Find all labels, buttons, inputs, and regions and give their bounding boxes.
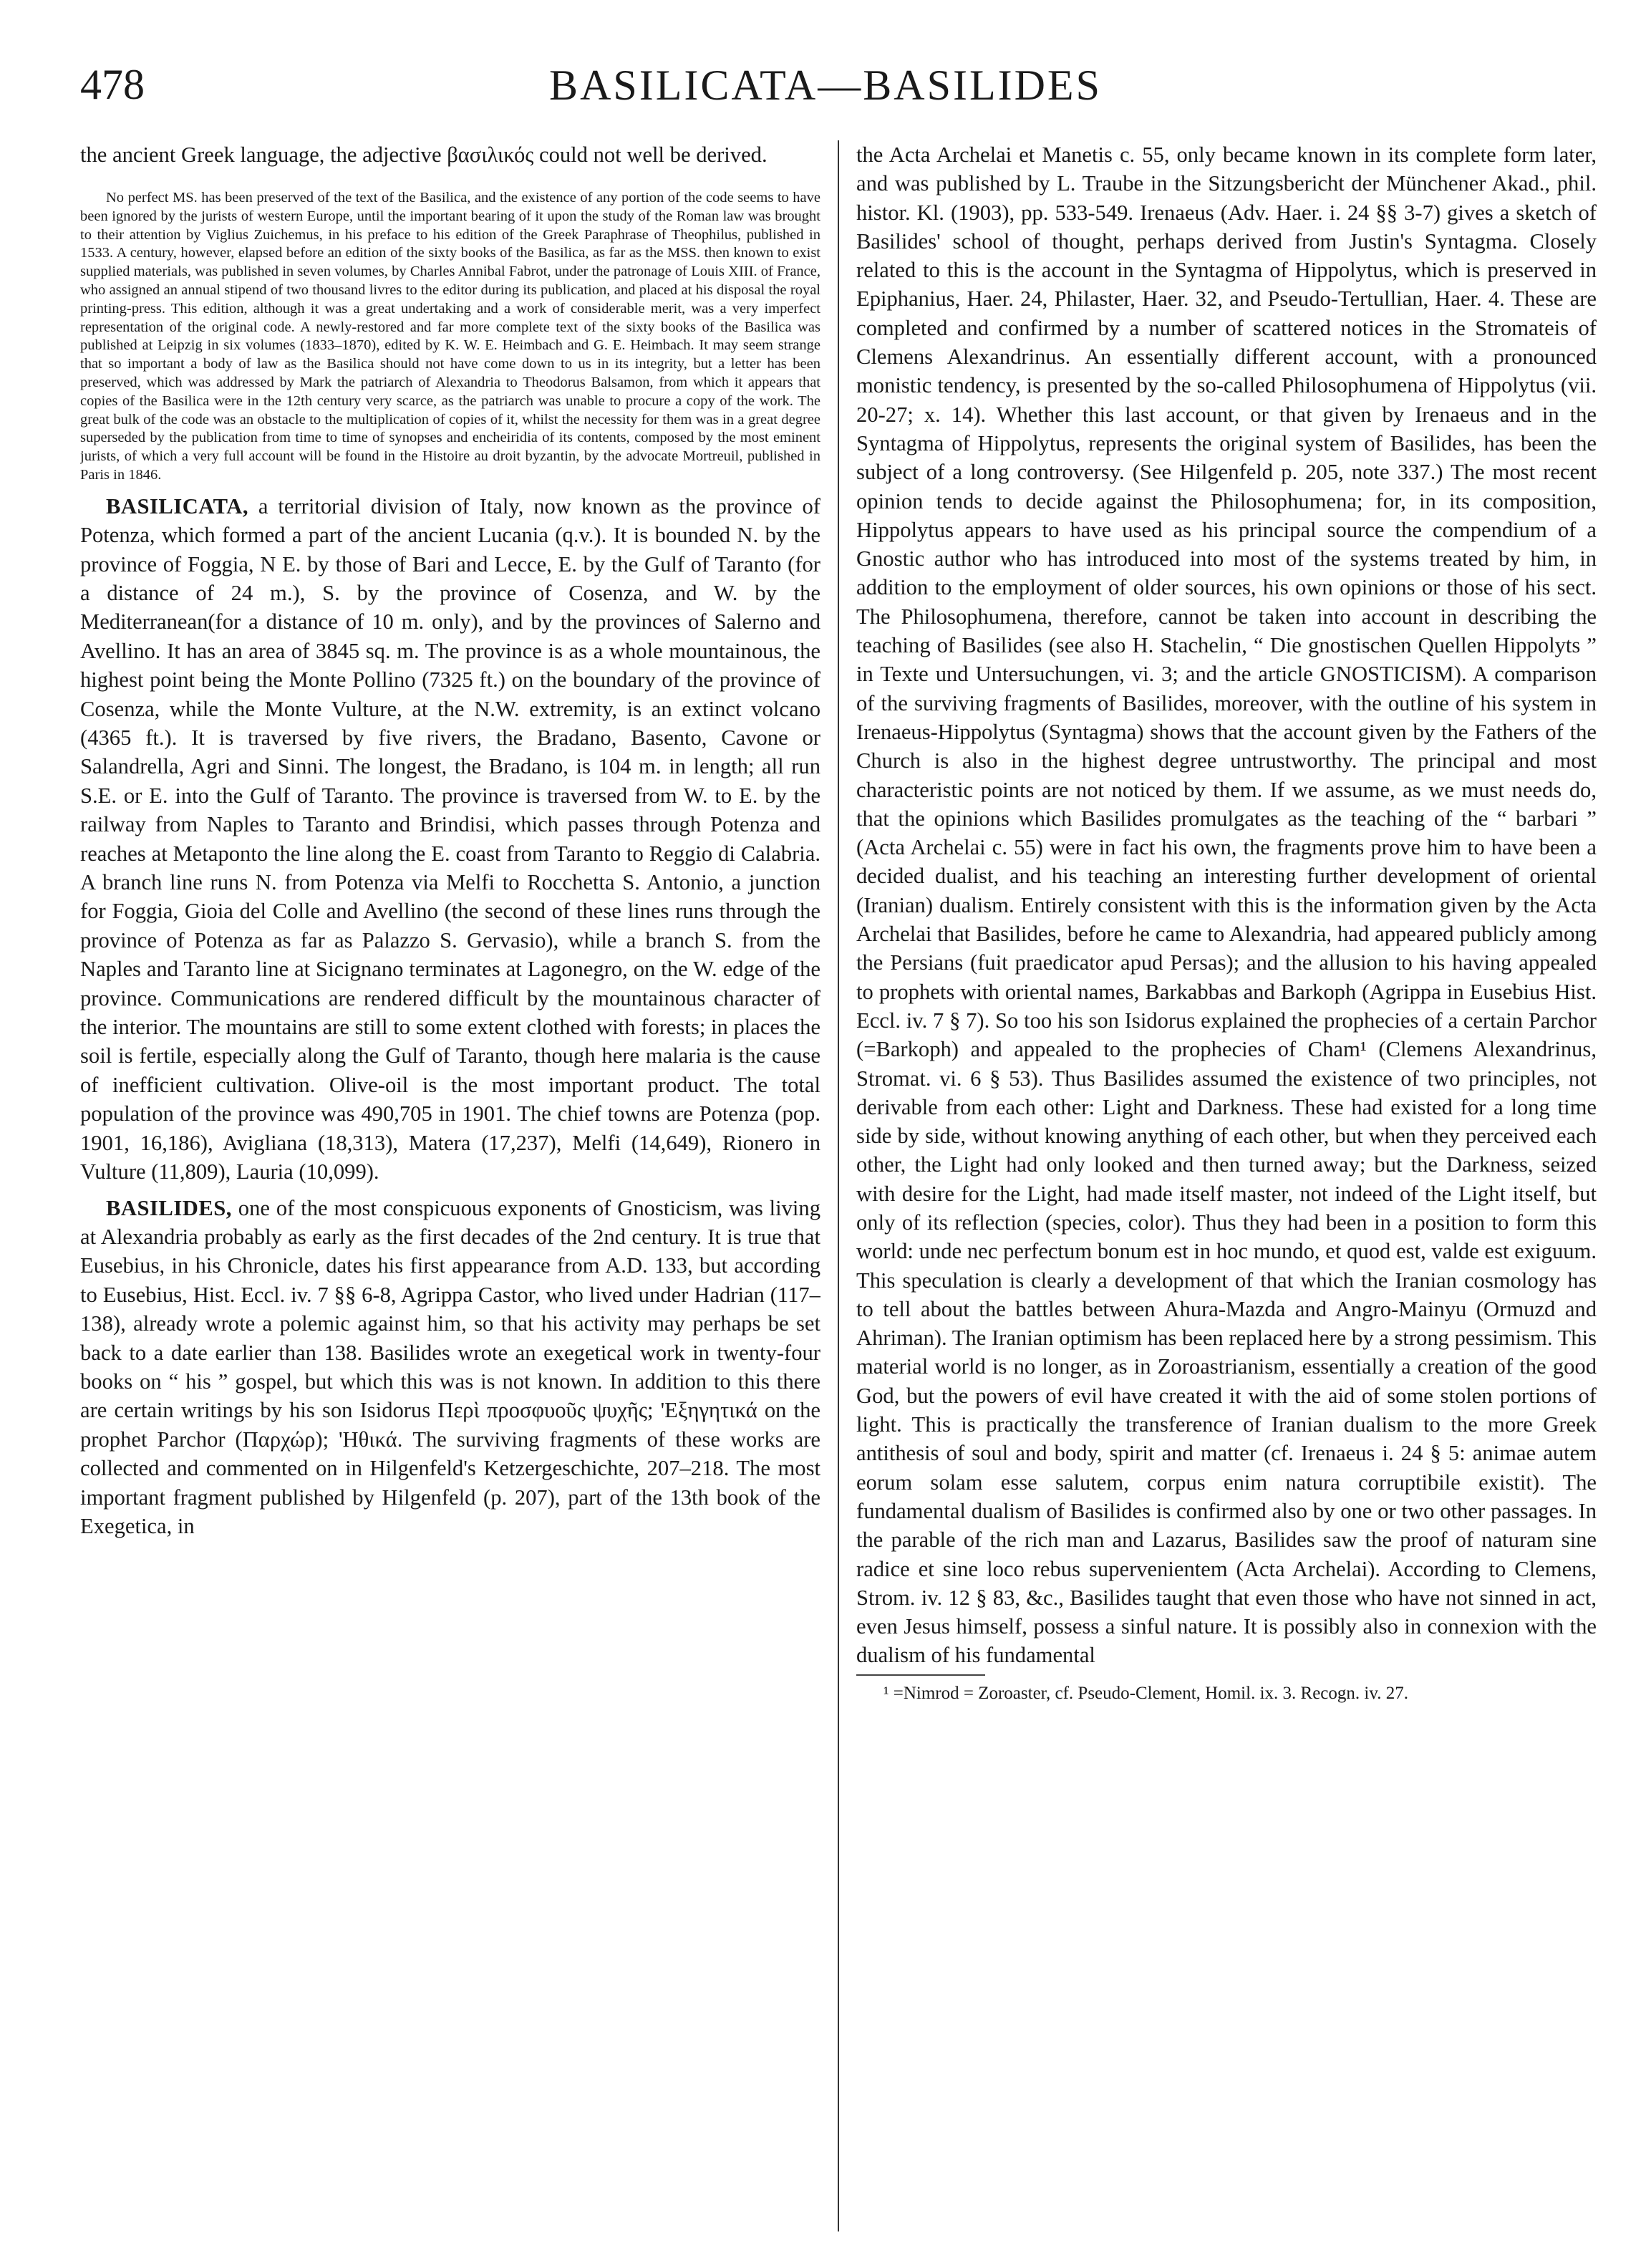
right-column [856, 140, 1597, 2239]
basilicata-headword: BASILICATA, [106, 493, 249, 518]
basilicata-article [80, 492, 820, 1187]
basilica-continuation: the ancient Greek language, the adjective βασιλικός could not well be derived. [80, 143, 768, 167]
footnote: ¹ =Nimrod = Zoroaster, cf. Pseudo-Clement, Homil. ix. 3. Recogn. iv. 27. [883, 1683, 1408, 1703]
page-number: 478 [80, 61, 145, 108]
basilides-headword: BASILIDES, [106, 1195, 232, 1220]
column-divider [838, 140, 839, 2231]
basilides-body: one of the most conspicuous exponents of Gnosticism, was living at Alexandria probably as early as the first decades of the 2nd century. It is true that Eusebius, in his Chronicle, dates his first appearance from A.D. 133, but according to Eusebius, Hist. Eccl. iv. 7 §§ 6-8, Agrippa Castor, who lived under Hadrian (117–138), already wrote a polemic against him, so that his activity may perhaps be set back to a date earlier than 138. Basilides wrote an exegetical work in twenty-four books on “ his ” gospel, but which this was is not known. In addition to this there are certain writings by his son Isidorus Περὶ προσφυοῦς ψυχῆς; 'Εξηγητικά on the prophet Parchor (Παρχώρ); 'Ηθικά. The surviving fragments of these works are collected and commented on in Hilgenfeld's Ketzergeschichte, 207–218. The most important fragment published by Hilgenfeld (p. 207), part of the 13th book of the Exegetica, in [80, 1195, 820, 1538]
basilicata-body: a territorial division of Italy, now known as the province of Potenza, which formed a part of the ancient Lucania (q.v.). It is bounded N. by the province of Foggia, N E. by those of Bari and Lecce, E. by the Gulf of Taranto (for a distance of 24 m.), S. by the province of Cosenza, and W. by the Mediterranean(for a distance of 10 m. only), and by the provinces of Salerno and Avellino. It has an area of 3845 sq. m. The province is as a whole mountainous, the highest point being the Monte Pollino (7325 ft.) on the boundary of the province of Cosenza, while the Monte Vulture, at the N.W. extremity, is an extinct volcano (4365 ft.). It is traversed by five rivers, the Bradano, Basento, Cavone or Salandrella, Agri and Sinni. The longest, the Bradano, is 104 m. in length; all run S.E. or E. into the Gulf of Taranto. The province is traversed from W. to E. by the railway from Naples to Taranto and Brindisi, which passes through Potenza and reaches at Metaponto the line along the E. coast from Taranto to Reggio di Calabria. A branch line runs N. from Potenza via Melfi to Rocchetta S. Antonio, a junction for Foggia, Gioia del Colle and Avellino (the second of these lines runs through the province of Potenza as far as Palazzo S. Gervasio), while a branch S. from the Naples and Taranto line at Sicignano terminates at Lagonegro, on the W. edge of the province. Communications are rendered difficult by the mountainous character of the interior. The mountains are still to some extent clothed with forests; in places the soil is fertile, especially along the Gulf of Taranto, though here malaria is the cause of inefficient cultivation. Olive-oil is the most important product. The total population of the province was 490,705 in 1901. The chief towns are Potenza (pop. 1901, 16,186), Avigliana (18,313), Matera (17,237), Melfi (14,649), Rionero in Vulture (11,809), Lauria (10,099). [80, 493, 820, 1184]
basilides-article [80, 1194, 820, 1541]
basilica-small-print-note: No perfect MS. has been preserved of the text of the Basilica, and the existence of any portion of the code seems to have been ignored by the jurists of western Europe, until the important bearing of it upon the study of the Roman law was brought to their attention by Viglius Zuichemus, in his preface to his edition of the Greek Paraphrase of Theophilus, published in 1533. A century, however, elapsed before an edition of the sixty books of the Basilica, as far as the MSS. then known to exist supplied materials, was published in seven volumes, by Charles Annibal Fabrot, under the patronage of Louis XIII. of France, who assigned an annual stipend of two thousand livres to the editor during its publication, and placed at his disposal the royal printing-press. This edition, although it was a great undertaking and a work of considerable merit, was a very imperfect representation of the original code. A newly-restored and far more complete text of the sixty books of the Basilica was published at Leipzig in six volumes (1833–1870), edited by K. W. E. Heimbach and G. E. Heimbach. It may seem strange that so important a body of law as the Basilica should not have come down to us in its integrity, but a letter has been preserved, which was addressed by Mark the patriarch of Alexandria to Theodorus Balsamon, from which it appears that copies of the Basilica were in the 12th century very scarce, as the patriarch was unable to procure a copy of the work. The great bulk of the code was an obstacle to the multiplication of copies of it, whilst the necessity for them was in a great degree superseded by the publication from time to time of synopses and encheiridia of its contents, composed by the most eminent jurists, of which a very full account will be found in the Histoire au droit byzantin, by the advocate Mortreuil, published in Paris in 1846. [80, 190, 820, 483]
left-column [80, 140, 820, 2239]
basilides-continued-text: the Acta Archelai et Manetis c. 55, only became known in its complete form later, and was published by L. Traube in the Sitzungsbericht der Münchener Akad., phil. histor. Kl. (1903), pp. 533-549. Irenaeus (Adv. Haer. i. 24 §§ 3-7) gives a sketch of Basilides' school of thought, perhaps derived from Justin's Syntagma. Closely related to this is the account in the Syntagma of Hippolytus, which is preserved in Epiphanius, Haer. 24, Philaster, Haer. 32, and Pseudo-Tertullian, Haer. 4. These are completed and confirmed by a number of scattered notices in the Stromateis of Clemens Alexandrinus. An essentially different account, with a pronounced monistic tendency, is presented by the so-called Philosophumena of Hippolytus (vii. 20-27; x. 14). Whether this last account, or that given by Irenaeus and in the Syntagma of Hippolytus, represents the original system of Basilides, has been the subject of a long controversy. (See Hilgenfeld p. 205, note 337.) The most recent opinion tends to decide against the Philosophumena; for, in its composition, Hippolytus appears to have used as his principal source the compendium of a Gnostic author who has introduced into most of the systems treated by him, in addition to the employment of older sources, his own opinions or those of his sect. The Philosophumena, therefore, cannot be taken into account in describing the teaching of Basilides (see also H. Stachelin, “ Die gnostischen Quellen Hippolyts ” in Texte und Untersuchungen, vi. 3; and the article GNOSTICISM). A comparison of the surviving fragments of Basilides, moreover, with the outline of his system in Irenaeus-Hippolytus (Syntagma) shows that the account given by the Fathers of the Church is also in the highest degree untrustworthy. The principal and most characteristic points are not noticed by them. If we assume, as we must needs do, that the opinions which Basilides promulgates as the teaching of the “ barbari ” (Acta Archelai c. 55) were in fact his own, the fragments prove him to have been a decided dualist, and his teaching an interesting further development of oriental (Iranian) dualism. Entirely consistent with this is the information given by the Acta Archelai that Basilides, before he came to Alexandria, had appeared publicly among the Persians (fuit praedicator apud Persas); and the allusion to his having appealed to prophets with oriental names, Barkabbas and Barkoph (Agrippa in Eusebius Hist. Eccl. iv. 7 § 7). So too his son Isidorus explained the prophecies of a certain Parchor (=Barkoph) and appealed to the prophecies of Cham¹ (Clemens Alexandrinus, Stromat. vi. 6 § 53). Thus Basilides assumed the existence of two principles, not derivable from each other: Light and Darkness. These had existed for a long time side by side, without knowing anything of each other, but when they perceived each other, the Light had only looked and then turned away; but the Darkness, seized with desire for the Light, had made itself master, not indeed of the Light itself, but only of its reflection (species, color). Thus they had been in a position to form this world: unde nec perfectum bonum est in hoc mundo, et quod est, valde est exiguum. This speculation is clearly a development of that which the Iranian cosmology has to tell about the battles between Ahura-Mazda and Angro-Mainyu (Ormuzd and Ahriman). The Iranian optimism has been replaced here by a strong pessimism. This material world is no longer, as in Zoroastrianism, essentially a creation of the good God, but the powers of evil have created it with the aid of some stolen portions of light. This is practically the transference of Iranian dualism to the more Greek antithesis of soul and body, spirit and matter (cf. Irenaeus i. 24 § 5: animae autem eorum solam esse salutem, corpus enim natura corruptibile existit). The fundamental dualism of Basilides is confirmed also by one or two other passages. In the parable of the rich man and Lazarus, Basilides saw the proof of naturam sine radice et sine loco rebus supervenientem (Acta Archelai). According to Clemens, Strom. iv. 12 § 83, &c., Basilides taught that even those who have not sinned in act, even Jesus himself, possess a sinful nature. It is possibly also in connexion with the dualism of his fundamental [856, 143, 1597, 1668]
running-title: BASILICATA—BASILIDES [549, 62, 1102, 109]
footnote-rule [856, 1674, 985, 1676]
